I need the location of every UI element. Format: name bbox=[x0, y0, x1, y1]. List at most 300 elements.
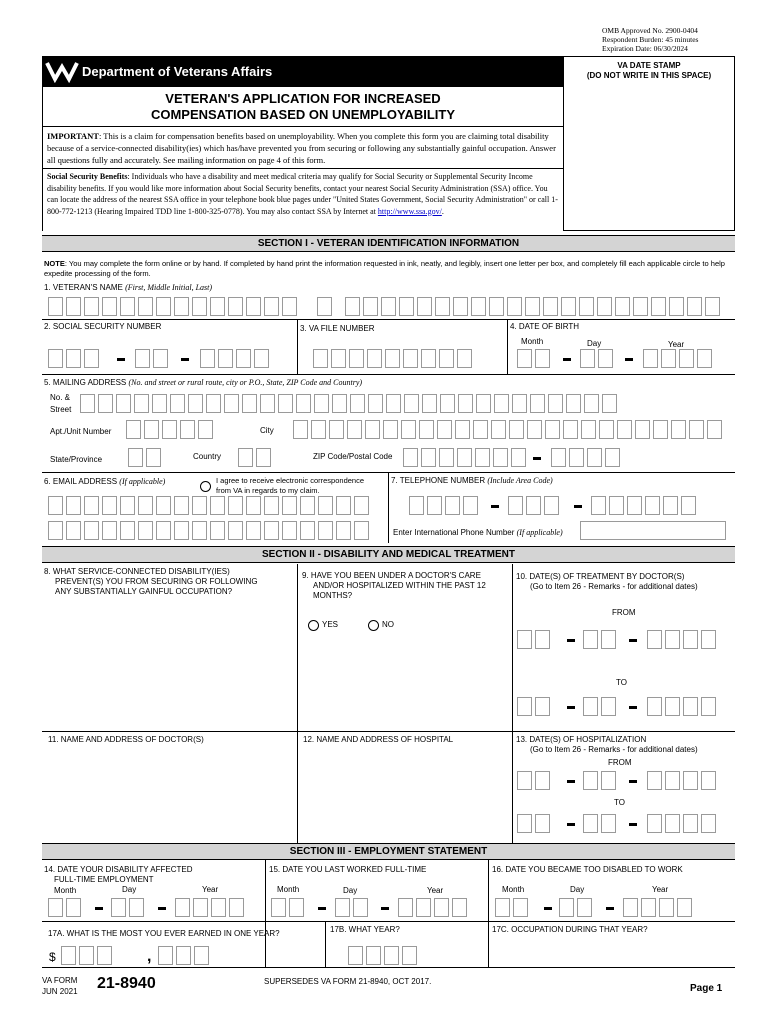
char-box[interactable] bbox=[707, 420, 722, 439]
char-box[interactable] bbox=[647, 697, 662, 716]
char-box[interactable] bbox=[665, 697, 680, 716]
char-box[interactable] bbox=[318, 496, 333, 515]
char-box[interactable] bbox=[404, 394, 419, 413]
ssn-part-3-boxes[interactable] bbox=[200, 349, 269, 368]
char-box[interactable] bbox=[363, 297, 378, 316]
char-box[interactable] bbox=[349, 349, 364, 368]
char-box[interactable] bbox=[617, 420, 632, 439]
char-box[interactable] bbox=[416, 898, 431, 917]
char-box[interactable] bbox=[559, 898, 574, 917]
char-box[interactable] bbox=[563, 420, 578, 439]
char-box[interactable] bbox=[601, 814, 616, 833]
item-14-month-boxes[interactable] bbox=[48, 898, 81, 917]
dob-day-boxes[interactable] bbox=[580, 349, 613, 368]
char-box[interactable] bbox=[561, 297, 576, 316]
char-box[interactable] bbox=[174, 496, 189, 515]
char-box[interactable] bbox=[551, 448, 566, 467]
char-box[interactable] bbox=[659, 898, 674, 917]
item-16-year-boxes[interactable] bbox=[623, 898, 692, 917]
item-13-from-day-boxes[interactable] bbox=[583, 771, 616, 790]
char-box[interactable] bbox=[365, 420, 380, 439]
char-box[interactable] bbox=[102, 521, 117, 540]
char-box[interactable] bbox=[368, 394, 383, 413]
char-box[interactable] bbox=[665, 814, 680, 833]
char-box[interactable] bbox=[218, 349, 233, 368]
char-box[interactable] bbox=[615, 297, 630, 316]
char-box[interactable] bbox=[647, 771, 662, 790]
email-boxes-line-1[interactable] bbox=[48, 496, 369, 515]
char-box[interactable] bbox=[367, 349, 382, 368]
item-13-to-day-boxes[interactable] bbox=[583, 814, 616, 833]
char-box[interactable] bbox=[491, 420, 506, 439]
char-box[interactable] bbox=[102, 297, 117, 316]
char-box[interactable] bbox=[530, 394, 545, 413]
char-box[interactable] bbox=[228, 521, 243, 540]
char-box[interactable] bbox=[336, 521, 351, 540]
char-box[interactable] bbox=[489, 297, 504, 316]
item-13-to-year-boxes[interactable] bbox=[647, 814, 716, 833]
char-box[interactable] bbox=[583, 697, 598, 716]
char-box[interactable] bbox=[403, 448, 418, 467]
char-box[interactable] bbox=[645, 496, 660, 515]
char-box[interactable] bbox=[517, 697, 532, 716]
char-box[interactable] bbox=[138, 496, 153, 515]
char-box[interactable] bbox=[587, 448, 602, 467]
char-box[interactable] bbox=[635, 420, 650, 439]
phone-line-boxes[interactable] bbox=[591, 496, 696, 515]
char-box[interactable] bbox=[647, 814, 662, 833]
char-box[interactable] bbox=[48, 349, 63, 368]
char-box[interactable] bbox=[246, 521, 261, 540]
char-box[interactable] bbox=[126, 420, 141, 439]
char-box[interactable] bbox=[260, 394, 275, 413]
phone-area-boxes[interactable] bbox=[409, 496, 478, 515]
char-box[interactable] bbox=[162, 420, 177, 439]
char-box[interactable] bbox=[144, 420, 159, 439]
ssn-part-2-boxes[interactable] bbox=[135, 349, 168, 368]
char-box[interactable] bbox=[545, 420, 560, 439]
char-box[interactable] bbox=[264, 496, 279, 515]
char-box[interactable] bbox=[282, 521, 297, 540]
char-box[interactable] bbox=[345, 297, 360, 316]
email-boxes-line-2[interactable] bbox=[48, 521, 369, 540]
char-box[interactable] bbox=[318, 521, 333, 540]
char-box[interactable] bbox=[174, 521, 189, 540]
veteran-middle-initial-box[interactable] bbox=[317, 297, 332, 316]
char-box[interactable] bbox=[401, 420, 416, 439]
char-box[interactable] bbox=[296, 394, 311, 413]
char-box[interactable] bbox=[293, 420, 308, 439]
char-box[interactable] bbox=[48, 297, 63, 316]
char-box[interactable] bbox=[348, 946, 363, 965]
char-box[interactable] bbox=[513, 898, 528, 917]
char-box[interactable] bbox=[129, 898, 144, 917]
char-box[interactable] bbox=[679, 349, 694, 368]
item-10-to-year-boxes[interactable] bbox=[647, 697, 716, 716]
char-box[interactable] bbox=[476, 394, 491, 413]
ssn-part-1-boxes[interactable] bbox=[48, 349, 99, 368]
dob-month-boxes[interactable] bbox=[517, 349, 550, 368]
char-box[interactable] bbox=[509, 420, 524, 439]
char-box[interactable] bbox=[439, 448, 454, 467]
char-box[interactable] bbox=[246, 496, 261, 515]
char-box[interactable] bbox=[665, 630, 680, 649]
char-box[interactable] bbox=[354, 496, 369, 515]
char-box[interactable] bbox=[170, 394, 185, 413]
char-box[interactable] bbox=[314, 394, 329, 413]
char-box[interactable] bbox=[493, 448, 508, 467]
va-file-number-boxes[interactable] bbox=[313, 349, 472, 368]
char-box[interactable] bbox=[210, 496, 225, 515]
char-box[interactable] bbox=[335, 898, 350, 917]
char-box[interactable] bbox=[128, 448, 143, 467]
char-box[interactable] bbox=[134, 394, 149, 413]
char-box[interactable] bbox=[512, 394, 527, 413]
city-boxes[interactable] bbox=[293, 420, 722, 439]
char-box[interactable] bbox=[601, 630, 616, 649]
char-box[interactable] bbox=[598, 349, 613, 368]
char-box[interactable] bbox=[385, 349, 400, 368]
char-box[interactable] bbox=[383, 420, 398, 439]
char-box[interactable] bbox=[381, 297, 396, 316]
char-box[interactable] bbox=[66, 297, 81, 316]
char-box[interactable] bbox=[174, 297, 189, 316]
char-box[interactable] bbox=[206, 394, 221, 413]
char-box[interactable] bbox=[681, 496, 696, 515]
char-box[interactable] bbox=[605, 448, 620, 467]
char-box[interactable] bbox=[282, 297, 297, 316]
char-box[interactable] bbox=[584, 394, 599, 413]
char-box[interactable] bbox=[224, 394, 239, 413]
char-box[interactable] bbox=[120, 297, 135, 316]
char-box[interactable] bbox=[535, 349, 550, 368]
item-10-to-day-boxes[interactable] bbox=[583, 697, 616, 716]
char-box[interactable] bbox=[180, 420, 195, 439]
char-box[interactable] bbox=[84, 349, 99, 368]
char-box[interactable] bbox=[350, 394, 365, 413]
char-box[interactable] bbox=[579, 297, 594, 316]
earned-year-boxes[interactable] bbox=[348, 946, 417, 965]
char-box[interactable] bbox=[577, 898, 592, 917]
char-box[interactable] bbox=[156, 297, 171, 316]
char-box[interactable] bbox=[211, 898, 226, 917]
char-box[interactable] bbox=[581, 420, 596, 439]
email-consent-radio[interactable] bbox=[200, 481, 211, 492]
char-box[interactable] bbox=[271, 898, 286, 917]
char-box[interactable] bbox=[683, 771, 698, 790]
item-9-yes-radio[interactable] bbox=[308, 620, 319, 631]
char-box[interactable] bbox=[264, 297, 279, 316]
char-box[interactable] bbox=[336, 496, 351, 515]
char-box[interactable] bbox=[278, 394, 293, 413]
char-box[interactable] bbox=[651, 297, 666, 316]
item-9-no-radio[interactable] bbox=[368, 620, 379, 631]
char-box[interactable] bbox=[602, 394, 617, 413]
char-box[interactable] bbox=[663, 496, 678, 515]
apt-boxes[interactable] bbox=[126, 420, 213, 439]
char-box[interactable] bbox=[453, 297, 468, 316]
char-box[interactable] bbox=[661, 349, 676, 368]
char-box[interactable] bbox=[653, 420, 668, 439]
char-box[interactable] bbox=[282, 496, 297, 515]
char-box[interactable] bbox=[194, 946, 209, 965]
item-10-from-month-boxes[interactable] bbox=[517, 630, 550, 649]
char-box[interactable] bbox=[627, 496, 642, 515]
char-box[interactable] bbox=[153, 349, 168, 368]
char-box[interactable] bbox=[511, 448, 526, 467]
item-13-from-year-boxes[interactable] bbox=[647, 771, 716, 790]
item-16-day-boxes[interactable] bbox=[559, 898, 592, 917]
char-box[interactable] bbox=[421, 349, 436, 368]
char-box[interactable] bbox=[66, 496, 81, 515]
char-box[interactable] bbox=[192, 496, 207, 515]
char-box[interactable] bbox=[689, 420, 704, 439]
intl-phone-input[interactable] bbox=[580, 521, 726, 540]
char-box[interactable] bbox=[439, 349, 454, 368]
char-box[interactable] bbox=[583, 630, 598, 649]
char-box[interactable] bbox=[409, 496, 424, 515]
item-10-to-month-boxes[interactable] bbox=[517, 697, 550, 716]
char-box[interactable] bbox=[48, 521, 63, 540]
char-box[interactable] bbox=[175, 898, 190, 917]
char-box[interactable] bbox=[701, 630, 716, 649]
char-box[interactable] bbox=[697, 349, 712, 368]
char-box[interactable] bbox=[623, 898, 638, 917]
char-box[interactable] bbox=[228, 496, 243, 515]
char-box[interactable] bbox=[677, 898, 692, 917]
char-box[interactable] bbox=[111, 898, 126, 917]
char-box[interactable] bbox=[580, 349, 595, 368]
char-box[interactable] bbox=[228, 297, 243, 316]
char-box[interactable] bbox=[156, 496, 171, 515]
item-15-day-boxes[interactable] bbox=[335, 898, 368, 917]
char-box[interactable] bbox=[138, 521, 153, 540]
char-box[interactable] bbox=[475, 448, 490, 467]
char-box[interactable] bbox=[152, 394, 167, 413]
char-box[interactable] bbox=[452, 898, 467, 917]
char-box[interactable] bbox=[435, 297, 450, 316]
char-box[interactable] bbox=[583, 771, 598, 790]
item-10-from-day-boxes[interactable] bbox=[583, 630, 616, 649]
zip-boxes[interactable] bbox=[403, 448, 526, 467]
char-box[interactable] bbox=[517, 814, 532, 833]
item-13-from-month-boxes[interactable] bbox=[517, 771, 550, 790]
char-box[interactable] bbox=[242, 394, 257, 413]
char-box[interactable] bbox=[98, 394, 113, 413]
char-box[interactable] bbox=[354, 521, 369, 540]
char-box[interactable] bbox=[97, 946, 112, 965]
char-box[interactable] bbox=[61, 946, 76, 965]
char-box[interactable] bbox=[457, 448, 472, 467]
char-box[interactable] bbox=[146, 448, 161, 467]
char-box[interactable] bbox=[116, 394, 131, 413]
char-box[interactable] bbox=[701, 814, 716, 833]
char-box[interactable] bbox=[210, 521, 225, 540]
char-box[interactable] bbox=[422, 394, 437, 413]
veteran-first-name-boxes[interactable] bbox=[48, 297, 297, 316]
char-box[interactable] bbox=[264, 521, 279, 540]
char-box[interactable] bbox=[66, 898, 81, 917]
item-16-month-boxes[interactable] bbox=[495, 898, 528, 917]
char-box[interactable] bbox=[583, 814, 598, 833]
char-box[interactable] bbox=[434, 898, 449, 917]
char-box[interactable] bbox=[473, 420, 488, 439]
char-box[interactable] bbox=[463, 496, 478, 515]
veteran-last-name-boxes[interactable] bbox=[345, 297, 720, 316]
char-box[interactable] bbox=[494, 394, 509, 413]
char-box[interactable] bbox=[647, 630, 662, 649]
char-box[interactable] bbox=[254, 349, 269, 368]
char-box[interactable] bbox=[701, 697, 716, 716]
char-box[interactable] bbox=[705, 297, 720, 316]
char-box[interactable] bbox=[458, 394, 473, 413]
char-box[interactable] bbox=[236, 349, 251, 368]
char-box[interactable] bbox=[421, 448, 436, 467]
char-box[interactable] bbox=[437, 420, 452, 439]
street-boxes[interactable] bbox=[80, 394, 617, 413]
char-box[interactable] bbox=[256, 448, 271, 467]
char-box[interactable] bbox=[289, 898, 304, 917]
country-boxes[interactable] bbox=[238, 448, 271, 467]
char-box[interactable] bbox=[417, 297, 432, 316]
item-13-to-month-boxes[interactable] bbox=[517, 814, 550, 833]
char-box[interactable] bbox=[246, 297, 261, 316]
char-box[interactable] bbox=[48, 496, 63, 515]
char-box[interactable] bbox=[84, 297, 99, 316]
char-box[interactable] bbox=[445, 496, 460, 515]
zip-ext-boxes[interactable] bbox=[551, 448, 620, 467]
char-box[interactable] bbox=[535, 697, 550, 716]
char-box[interactable] bbox=[120, 521, 135, 540]
dob-year-boxes[interactable] bbox=[643, 349, 712, 368]
char-box[interactable] bbox=[156, 521, 171, 540]
char-box[interactable] bbox=[176, 946, 191, 965]
item-14-day-boxes[interactable] bbox=[111, 898, 144, 917]
char-box[interactable] bbox=[591, 496, 606, 515]
char-box[interactable] bbox=[331, 349, 346, 368]
char-box[interactable] bbox=[643, 349, 658, 368]
char-box[interactable] bbox=[332, 394, 347, 413]
char-box[interactable] bbox=[455, 420, 470, 439]
char-box[interactable] bbox=[353, 898, 368, 917]
char-box[interactable] bbox=[366, 946, 381, 965]
char-box[interactable] bbox=[508, 496, 523, 515]
char-box[interactable] bbox=[495, 898, 510, 917]
char-box[interactable] bbox=[609, 496, 624, 515]
char-box[interactable] bbox=[419, 420, 434, 439]
char-box[interactable] bbox=[384, 946, 399, 965]
char-box[interactable] bbox=[440, 394, 455, 413]
char-box[interactable] bbox=[535, 814, 550, 833]
char-box[interactable] bbox=[347, 420, 362, 439]
char-box[interactable] bbox=[517, 630, 532, 649]
char-box[interactable] bbox=[135, 349, 150, 368]
char-box[interactable] bbox=[188, 394, 203, 413]
char-box[interactable] bbox=[311, 420, 326, 439]
char-box[interactable] bbox=[548, 394, 563, 413]
char-box[interactable] bbox=[544, 496, 559, 515]
char-box[interactable] bbox=[66, 349, 81, 368]
char-box[interactable] bbox=[138, 297, 153, 316]
char-box[interactable] bbox=[84, 521, 99, 540]
char-box[interactable] bbox=[80, 394, 95, 413]
char-box[interactable] bbox=[671, 420, 686, 439]
char-box[interactable] bbox=[200, 349, 215, 368]
char-box[interactable] bbox=[457, 349, 472, 368]
char-box[interactable] bbox=[701, 771, 716, 790]
char-box[interactable] bbox=[66, 521, 81, 540]
char-box[interactable] bbox=[507, 297, 522, 316]
item-15-year-boxes[interactable] bbox=[398, 898, 467, 917]
char-box[interactable] bbox=[669, 297, 684, 316]
earned-units-boxes[interactable] bbox=[158, 946, 209, 965]
ssa-link[interactable]: http://www.ssa.gov/ bbox=[377, 206, 442, 216]
char-box[interactable] bbox=[527, 420, 542, 439]
char-box[interactable] bbox=[601, 771, 616, 790]
char-box[interactable] bbox=[683, 697, 698, 716]
item-15-month-boxes[interactable] bbox=[271, 898, 304, 917]
char-box[interactable] bbox=[402, 946, 417, 965]
char-box[interactable] bbox=[300, 521, 315, 540]
char-box[interactable] bbox=[158, 946, 173, 965]
char-box[interactable] bbox=[398, 898, 413, 917]
char-box[interactable] bbox=[471, 297, 486, 316]
char-box[interactable] bbox=[84, 496, 99, 515]
char-box[interactable] bbox=[599, 420, 614, 439]
char-box[interactable] bbox=[569, 448, 584, 467]
char-box[interactable] bbox=[517, 349, 532, 368]
char-box[interactable] bbox=[79, 946, 94, 965]
char-box[interactable] bbox=[535, 771, 550, 790]
char-box[interactable] bbox=[526, 496, 541, 515]
char-box[interactable] bbox=[192, 521, 207, 540]
earned-thousands-boxes[interactable] bbox=[61, 946, 112, 965]
char-box[interactable] bbox=[193, 898, 208, 917]
char-box[interactable] bbox=[300, 496, 315, 515]
char-box[interactable] bbox=[633, 297, 648, 316]
char-box[interactable] bbox=[386, 394, 401, 413]
char-box[interactable] bbox=[517, 771, 532, 790]
char-box[interactable] bbox=[192, 297, 207, 316]
char-box[interactable] bbox=[313, 349, 328, 368]
char-box[interactable] bbox=[210, 297, 225, 316]
char-box[interactable] bbox=[543, 297, 558, 316]
item-14-year-boxes[interactable] bbox=[175, 898, 244, 917]
char-box[interactable] bbox=[403, 349, 418, 368]
char-box[interactable] bbox=[427, 496, 442, 515]
state-boxes[interactable] bbox=[128, 448, 161, 467]
char-box[interactable] bbox=[683, 630, 698, 649]
char-box[interactable] bbox=[238, 448, 253, 467]
char-box[interactable] bbox=[120, 496, 135, 515]
char-box[interactable] bbox=[665, 771, 680, 790]
char-box[interactable] bbox=[229, 898, 244, 917]
char-box[interactable] bbox=[399, 297, 414, 316]
char-box[interactable] bbox=[198, 420, 213, 439]
char-box[interactable] bbox=[48, 898, 63, 917]
item-10-from-year-boxes[interactable] bbox=[647, 630, 716, 649]
char-box[interactable] bbox=[525, 297, 540, 316]
char-box[interactable] bbox=[683, 814, 698, 833]
char-box[interactable] bbox=[102, 496, 117, 515]
char-box[interactable] bbox=[329, 420, 344, 439]
char-box[interactable] bbox=[601, 697, 616, 716]
char-box[interactable] bbox=[566, 394, 581, 413]
char-box[interactable] bbox=[317, 297, 332, 316]
char-box[interactable] bbox=[641, 898, 656, 917]
char-box[interactable] bbox=[597, 297, 612, 316]
char-box[interactable] bbox=[687, 297, 702, 316]
